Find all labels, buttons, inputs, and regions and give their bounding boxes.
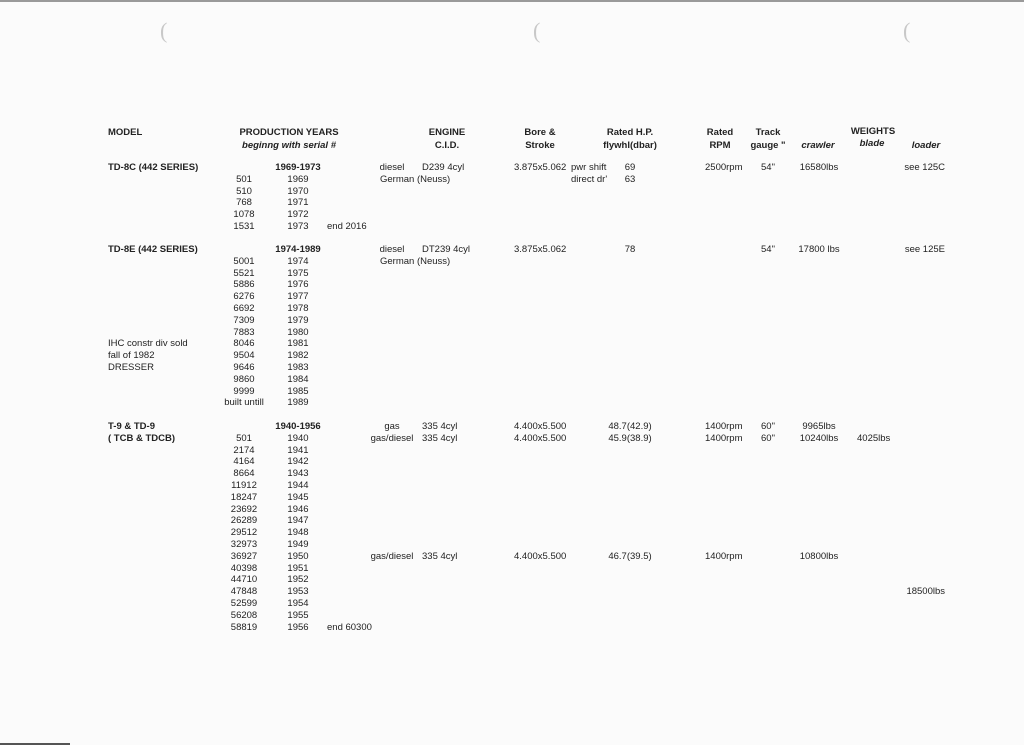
cell-engine-type: gas/diesel [370,433,414,444]
cell-year: 1948 [287,527,309,538]
cell-serial: 501 [236,433,252,444]
cell-loader: 18500lbs [906,586,945,597]
cell-year: 1971 [287,197,309,208]
cell-note: end 2016 [327,221,367,232]
cell-engine-note: German (Neuss) [380,174,451,185]
cell-serial: 52599 [230,598,258,609]
cell-engine-cid: 335 4cyl [422,421,458,432]
cell-hp: 78 [624,244,636,255]
cell-year: 1989 [287,397,309,408]
cell-year: 1941 [287,445,309,456]
cell-crawler: 16580lbs [799,162,839,173]
cell-year: 1947 [287,515,309,526]
cell-year: 1969 [287,174,309,185]
cell-engine-type: gas [384,421,400,432]
cell-track: 60" [761,433,775,444]
cell-model-note: fall of 1982 [108,350,155,361]
cell-serial: 58819 [230,622,258,633]
cell-year: 1976 [287,279,309,290]
header-bore: Bore & [524,127,556,138]
cell-model-note: IHC constr div sold [108,338,188,349]
header-rpm-sub: RPM [709,140,731,151]
cell-year: 1981 [287,338,309,349]
cell-crawler: 9965lbs [802,421,836,432]
cell-model: T-9 & TD-9 [108,421,155,432]
cell-engine-cid: D239 4cyl [422,162,465,173]
cell-year: 1975 [287,268,309,279]
cell-track: 54" [761,162,775,173]
cell-hp: 45.9(38.9) [608,433,652,444]
cell-year: 1954 [287,598,309,609]
cell-bore: 3.875x5.062 [514,244,567,255]
cell-hp-note: direct dr' [571,174,608,185]
punch-hole-mark: ( [533,18,541,43]
cell-serial: 44710 [230,574,258,585]
cell-crawler: 10240lbs [799,433,839,444]
cell-year: 1978 [287,303,309,314]
cell-years: 1940-1956 [275,421,321,432]
header-engine: ENGINE [428,127,466,138]
cell-year: 1956 [287,622,309,633]
cell-note: end 60300 [327,622,372,633]
cell-year: 1942 [287,456,309,467]
cell-rpm: 1400rpm [705,551,743,562]
cell-bore: 4.400x5.500 [514,421,567,432]
cell-crawler: 17800 lbs [798,244,840,255]
cell-serial: 40398 [230,563,258,574]
cell-engine-type: gas/diesel [370,551,414,562]
cell-hp: 69 [624,162,636,173]
cell-year: 1974 [287,256,309,267]
cell-engine-cid: 335 4cyl [422,551,458,562]
header-blade: blade [859,138,885,149]
cell-hp-note: pwr shift [571,162,607,173]
cell-serial: 9860 [233,374,255,385]
cell-serial: 9504 [233,350,255,361]
cell-year: 1973 [287,221,309,232]
header-track: Track [755,127,781,138]
cell-loader: see 125C [904,162,945,173]
cell-serial: 47848 [230,586,258,597]
cell-serial: 7883 [233,327,255,338]
cell-year: 1984 [287,374,309,385]
cell-hp: 63 [624,174,636,185]
cell-model: ( TCB & TDCB) [108,433,176,444]
cell-serial: 6692 [233,303,255,314]
punch-hole-mark: ( [160,18,168,43]
cell-year: 1950 [287,551,309,562]
cell-serial: 36927 [230,551,258,562]
cell-year: 1949 [287,539,309,550]
cell-year: 1944 [287,480,309,491]
cell-serial: 5001 [233,256,255,267]
cell-year: 1952 [287,574,309,585]
cell-serial: 1078 [233,209,255,220]
cell-serial: 9646 [233,362,255,373]
cell-year: 1970 [287,186,309,197]
cell-engine-cid: 335 4cyl [422,433,458,444]
cell-track: 54" [761,244,775,255]
cell-serial: 9999 [233,386,255,397]
cell-years: 1974-1989 [275,244,321,255]
header-engine-sub: C.I.D. [434,140,460,151]
cell-model-note: DRESSER [108,362,154,373]
cell-serial: 8664 [233,468,255,479]
cell-serial: 18247 [230,492,258,503]
cell-blade: 4025lbs [857,433,891,444]
header-crawler: crawler [801,140,835,151]
header-hp-sub: flywhl(dbar) [603,140,657,151]
cell-year: 1943 [287,468,309,479]
cell-crawler: 10800lbs [799,551,839,562]
header-hp: Rated H.P. [606,127,654,138]
cell-serial: 5521 [233,268,255,279]
cell-serial: 6276 [233,291,255,302]
cell-serial: 23692 [230,504,258,515]
scan-edge-top [0,0,1024,2]
cell-model: TD-8E (442 SERIES) [108,244,198,255]
header-rpm: Rated [706,127,734,138]
cell-year: 1983 [287,362,309,373]
cell-serial: 56208 [230,610,258,621]
cell-year: 1980 [287,327,309,338]
cell-engine-type: diesel [379,162,405,173]
header-production-years: PRODUCTION YEARS [239,127,339,138]
cell-year: 1945 [287,492,309,503]
cell-engine-cid: DT239 4cyl [422,244,471,255]
cell-rpm: 1400rpm [705,433,743,444]
cell-year: 1951 [287,563,309,574]
cell-year: 1985 [287,386,309,397]
cell-hp: 48.7(42.9) [608,421,652,432]
cell-serial: 8046 [233,338,255,349]
cell-bore: 4.400x5.500 [514,551,567,562]
cell-serial: 29512 [230,527,258,538]
header-loader: loader [911,140,941,151]
cell-year: 1977 [287,291,309,302]
cell-serial: 5886 [233,279,255,290]
cell-serial: built untill [224,397,264,408]
cell-engine-note: German (Neuss) [380,256,451,267]
cell-years: 1969-1973 [275,162,321,173]
header-bore-sub: Stroke [525,140,555,151]
cell-model: TD-8C (442 SERIES) [108,162,199,173]
cell-serial: 2174 [233,445,255,456]
cell-year: 1955 [287,610,309,621]
cell-serial: 4164 [233,456,255,467]
cell-year: 1972 [287,209,309,220]
cell-serial: 510 [236,186,252,197]
cell-serial: 501 [236,174,252,185]
cell-serial: 1531 [233,221,255,232]
cell-loader: see 125E [904,244,945,255]
cell-rpm: 2500rpm [705,162,743,173]
cell-year: 1982 [287,350,309,361]
cell-engine-type: diesel [379,244,405,255]
cell-hp: 46.7(39.5) [608,551,652,562]
cell-rpm: 1400rpm [705,421,743,432]
cell-serial: 32973 [230,539,258,550]
cell-track: 60" [761,421,775,432]
header-production-sub: beginng with serial # [242,140,336,151]
cell-year: 1979 [287,315,309,326]
header-weights: WEIGHTS [850,126,896,137]
header-track-sub: gauge " [750,140,786,151]
cell-year: 1953 [287,586,309,597]
cell-serial: 26289 [230,515,258,526]
cell-serial: 768 [236,197,252,208]
cell-bore: 3.875x5.062 [514,162,567,173]
cell-serial: 11912 [231,480,257,491]
cell-bore: 4.400x5.500 [514,433,567,444]
cell-year: 1940 [287,433,309,444]
punch-hole-mark: ( [903,18,911,43]
cell-year: 1946 [287,504,309,515]
header-model: MODEL [108,127,143,138]
cell-serial: 7309 [233,315,255,326]
